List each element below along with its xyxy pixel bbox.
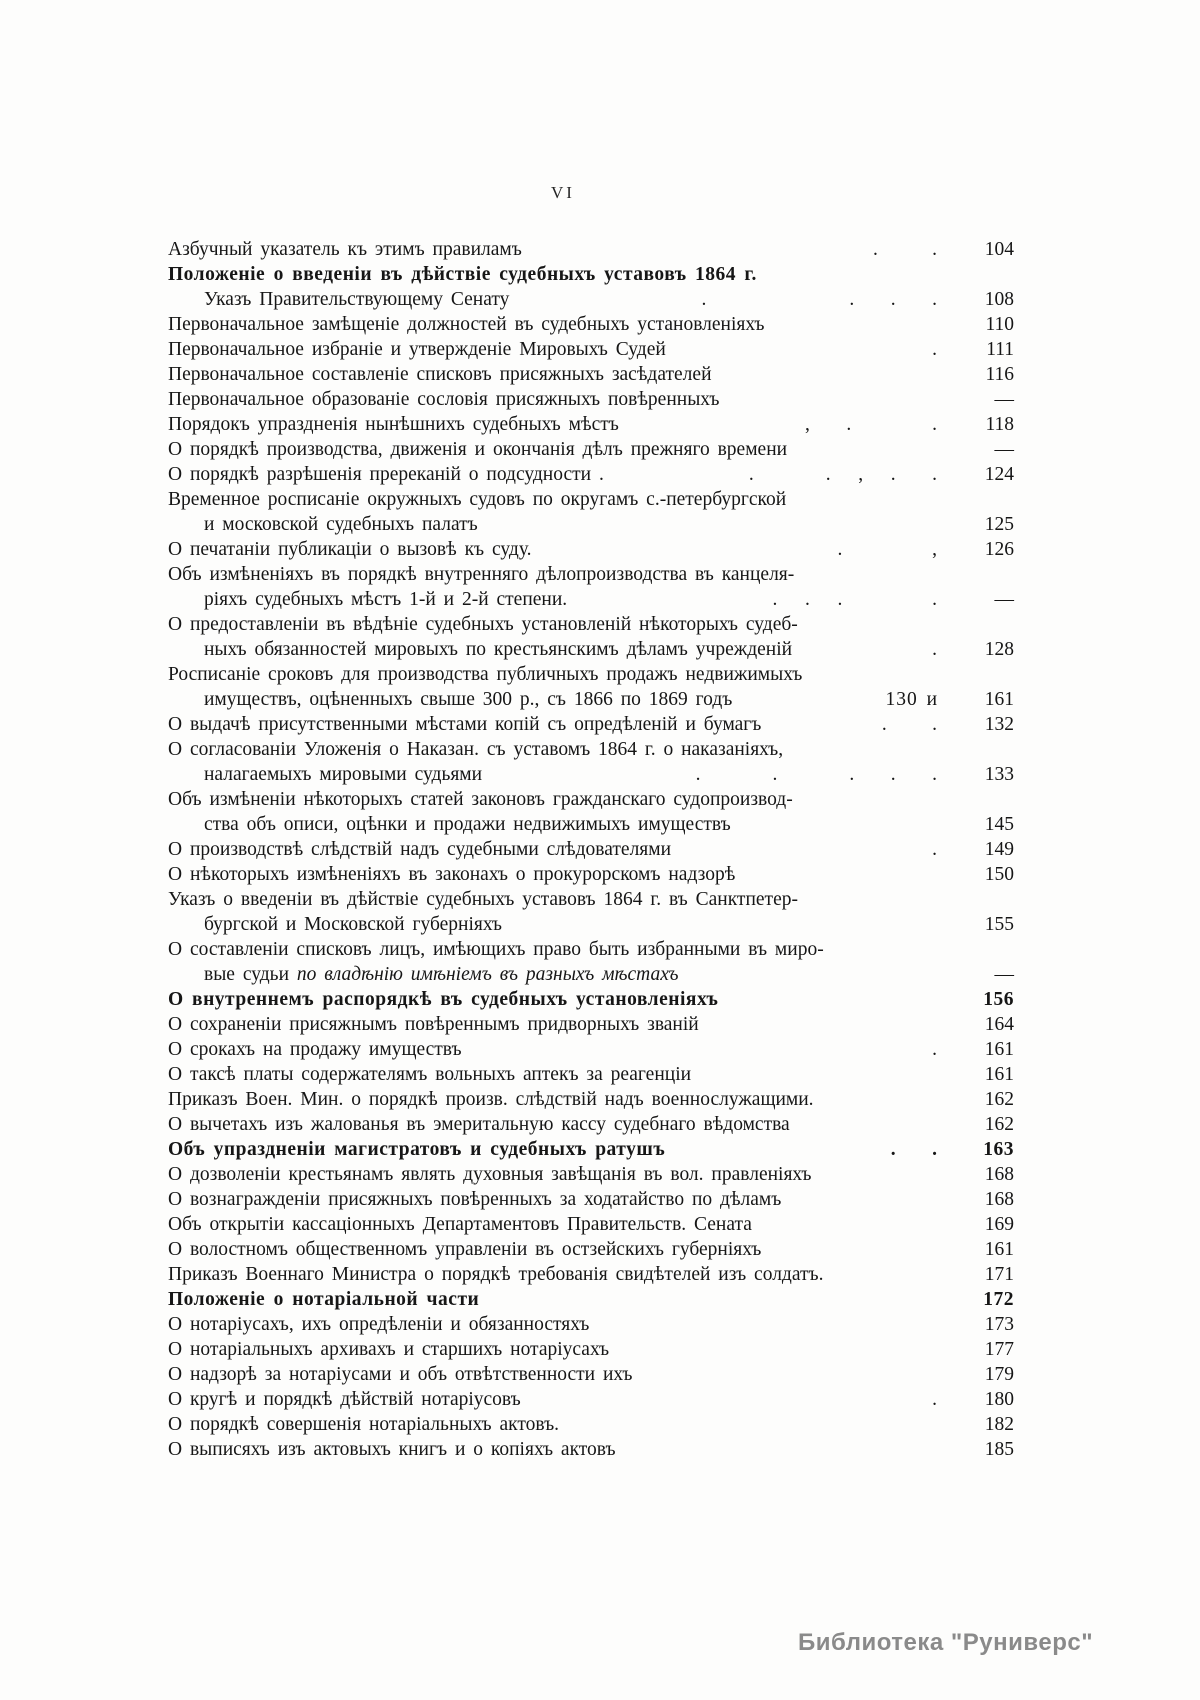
- toc-entry-row: [168, 862, 1014, 887]
- toc-page-number: 145: [984, 814, 1014, 835]
- toc-entry-row: [168, 1362, 1014, 1387]
- toc-page-number: 110: [985, 314, 1014, 335]
- toc-entry-text: ства объ описи, оцѣнки и продажи недвижимыхъ имуществъ: [204, 814, 731, 835]
- toc-entry-row: [168, 337, 1014, 362]
- toc-entry-text: О печатаніи публикаціи о вызовѣ къ суду.: [168, 539, 532, 560]
- toc-entry-row: [168, 387, 1014, 412]
- toc-entry-row: [168, 462, 1014, 487]
- toc-page-number: 150: [984, 864, 1014, 885]
- toc-entry-text: О составленіи списковъ лицъ, имѣющихъ право быть избранными въ миро-: [168, 939, 824, 960]
- toc-entry-row: [168, 1112, 1014, 1137]
- toc-page-number: 133: [984, 764, 1014, 785]
- toc-leader-dots: . . . . .: [695, 764, 938, 785]
- toc-entry-row: [168, 687, 1014, 712]
- toc-entry-text: Первоначальное составленіе списковъ присяжныхъ засѣдателей: [168, 364, 712, 385]
- toc-page-number: 161: [984, 1064, 1014, 1085]
- toc-page-number: 185: [984, 1439, 1014, 1460]
- toc-entry-row: [168, 787, 1014, 812]
- toc-page-number: 168: [984, 1189, 1014, 1210]
- toc-entry-row: [168, 1212, 1014, 1237]
- toc-entry-text: Объ упраздненіи магистратовъ и судебныхъ ратушъ: [168, 1139, 666, 1160]
- toc-entry-row: [168, 1412, 1014, 1437]
- toc-entry-text: бургской и Московской губерніяхъ: [204, 914, 502, 935]
- toc-page-number: —: [994, 589, 1014, 610]
- toc-page-number: 108: [984, 289, 1014, 310]
- toc-entry-row: [168, 1337, 1014, 1362]
- toc-page-number: 156: [983, 989, 1014, 1010]
- toc-entry-text: О таксѣ платы содержателямъ вольныхъ аптекъ за реагенціи: [168, 1064, 692, 1085]
- toc-entry-text: О предоставленіи въ вѣдѣніе судебныхъ установленій нѣкоторыхъ судеб-: [168, 614, 798, 635]
- toc-entry-row: [168, 1187, 1014, 1212]
- toc-entry-row: [168, 1312, 1014, 1337]
- toc-entry-text: О надзорѣ за нотаріусами и объ отвѣтственности ихъ: [168, 1364, 633, 1385]
- toc-leader-dots: . ,: [837, 539, 938, 560]
- toc-leader-dots: 130 и: [885, 689, 938, 710]
- toc-entry-row: [168, 487, 1014, 512]
- toc-entry-row: [168, 1012, 1014, 1037]
- toc-entry-text: Первоначальное избраніе и утвержденіе Мировыхъ Судей: [168, 339, 666, 360]
- toc-page-number: 172: [983, 1289, 1014, 1310]
- toc-page-number: 111: [986, 339, 1014, 360]
- toc-leader-dots: . .: [890, 1139, 938, 1160]
- toc-entry-row: [168, 1037, 1014, 1062]
- toc-page-number: 161: [984, 1039, 1014, 1060]
- folio-page-number: VI: [551, 183, 575, 202]
- toc-entry-text: Объ измѣненіи нѣкоторыхъ статей законовъ гражданскаго судопроизвод-: [168, 789, 793, 810]
- library-watermark: Библиотека "Руниверс": [798, 1629, 1094, 1656]
- toc-entry-row: [168, 887, 1014, 912]
- toc-entry-text: Первоначальное замѣщеніе должностей въ судебныхъ установленіяхъ: [168, 314, 765, 335]
- toc-entry-text: ныхъ обязанностей мировыхъ по крестьянскимъ дѣламъ учрежденій: [204, 639, 793, 660]
- toc-entry-text: О порядкѣ совершенія нотаріальныхъ актовъ.: [168, 1414, 560, 1435]
- toc-entry-text: Росписаніе сроковъ для производства публичныхъ продажъ недвижимыхъ: [168, 664, 803, 685]
- toc-entry-row: [168, 712, 1014, 737]
- toc-entry-text: О срокахъ на продажу имуществъ: [168, 1039, 462, 1060]
- toc-entry-row: [168, 1437, 1014, 1462]
- toc-entry-row: [168, 1262, 1014, 1287]
- toc-leader-dots: .: [932, 639, 938, 660]
- toc-entry-text: Положеніе о нотаріальной части: [168, 1289, 480, 1310]
- toc-entry-text: О производствѣ слѣдствій надъ судебными слѣдователями: [168, 839, 672, 860]
- toc-list: [168, 237, 1014, 1462]
- toc-entry-text: О вознагражденіи присяжныхъ повѣренныхъ за ходатайство по дѣламъ: [168, 1189, 782, 1210]
- toc-leader-dots: . . , . .: [748, 464, 938, 485]
- toc-entry-text: О нѣкоторыхъ измѣненіяхъ въ законахъ о прокурорскомъ надзорѣ: [168, 864, 736, 885]
- toc-entry-row: [168, 962, 1014, 987]
- toc-entry-row: [168, 937, 1014, 962]
- toc-page-number: —: [994, 439, 1014, 460]
- toc-page-number: 163: [983, 1139, 1014, 1160]
- toc-page-number: 149: [984, 839, 1014, 860]
- toc-entry-row: [168, 1237, 1014, 1262]
- toc-entry-text: О вычетахъ изъ жалованья въ эмеритальную кассу судебнаго вѣдомства: [168, 1114, 790, 1135]
- toc-page-number: 104: [984, 239, 1014, 260]
- toc-entry-row: [168, 562, 1014, 587]
- toc-page-number: 177: [984, 1339, 1014, 1360]
- toc-entry-row: [168, 1287, 1014, 1312]
- toc-page-number: 169: [984, 1214, 1014, 1235]
- toc-entry-text: Первоначальное образованіе сословія присяжныхъ повѣренныхъ: [168, 389, 720, 410]
- toc-leader-dots: . . . .: [772, 589, 938, 610]
- toc-entry-text: О согласованіи Уложенія о Наказан. съ уставомъ 1864 г. о наказаніяхъ,: [168, 739, 784, 760]
- toc-entry-row: [168, 587, 1014, 612]
- toc-leader-dots: .: [932, 1039, 938, 1060]
- toc-page-number: 155: [984, 914, 1014, 935]
- toc-entry-text: Объ открытіи кассаціонныхъ Департаментовъ Правительств. Сената: [168, 1214, 752, 1235]
- toc-page-number: 124: [984, 464, 1014, 485]
- toc-entry-text: О волостномъ общественномъ управленіи въ остзейскихъ губерніяхъ: [168, 1239, 762, 1260]
- toc-entry-row: [168, 1387, 1014, 1412]
- toc-entry-text: и московской судебныхъ палатъ: [204, 514, 478, 535]
- toc-entry-row: [168, 612, 1014, 637]
- toc-page-number: 162: [984, 1089, 1014, 1110]
- toc-page-number: 182: [984, 1414, 1014, 1435]
- toc-entry-text: Временное росписаніе окружныхъ судовъ по округамъ с.-петербургской: [168, 489, 787, 510]
- toc-entry-text: вые судьи по владѣнію имѣніемъ въ разныхъ мѣстахъ: [204, 964, 679, 985]
- toc-entry-text: Порядокъ упраздненія нынѣшнихъ судебныхъ мѣстъ: [168, 414, 619, 435]
- toc-leader-dots: .: [932, 839, 938, 860]
- toc-entry-row: [168, 412, 1014, 437]
- toc-entry-text: Указъ о введеніи въ дѣйствіе судебныхъ уставовъ 1864 г. въ Санктпетер-: [168, 889, 798, 910]
- toc-entry-row: [168, 262, 1014, 287]
- toc-entry-text: О дозволеніи крестьянамъ являть духовныя завѣщанія въ вол. правленіяхъ: [168, 1164, 812, 1185]
- toc-entry-text: Приказъ Воен. Мин. о порядкѣ произв. слѣдствій надъ военнослужащими.: [168, 1089, 814, 1110]
- toc-page-number: 168: [984, 1164, 1014, 1185]
- toc-page-number: 125: [984, 514, 1014, 535]
- toc-entry-row: [168, 1087, 1014, 1112]
- toc-entry-text: налагаемыхъ мировыми судьями: [204, 764, 483, 785]
- toc-entry-row: [168, 987, 1014, 1012]
- toc-page-number: 161: [984, 1239, 1014, 1260]
- toc-page-number: 162: [984, 1114, 1014, 1135]
- toc-entry-italic-text: по владѣнію имѣніемъ въ разныхъ мѣстахъ: [296, 964, 679, 985]
- toc-entry-text: О порядкѣ производства, движенія и окончанія дѣлъ прежняго времени: [168, 439, 788, 460]
- toc-page-number: 179: [984, 1364, 1014, 1385]
- toc-entry-text: О кругѣ и порядкѣ дѣйствій нотаріусовъ: [168, 1389, 521, 1410]
- toc-page-number: —: [994, 964, 1014, 985]
- toc-entry-row: [168, 662, 1014, 687]
- toc-page-number: 180: [984, 1389, 1014, 1410]
- toc-page-number: 164: [984, 1014, 1014, 1035]
- toc-page-number: —: [994, 389, 1014, 410]
- toc-entry-text: О выдачѣ присутственными мѣстами копій съ опредѣленій и бумагъ: [168, 714, 762, 735]
- toc-entry-row: [168, 837, 1014, 862]
- toc-page-number: 173: [984, 1314, 1014, 1335]
- toc-entry-row: [168, 287, 1014, 312]
- toc-entry-text: Приказъ Военнаго Министра о порядкѣ требованія свидѣтелей изъ солдатъ.: [168, 1264, 824, 1285]
- toc-leader-dots: . .: [873, 239, 938, 260]
- toc-entry-row: [168, 1062, 1014, 1087]
- toc-leader-dots: , . .: [805, 414, 938, 435]
- toc-entry-text: ріяхъ судебныхъ мѣстъ 1-й и 2-й степени.: [204, 589, 568, 610]
- toc-page-number: 118: [985, 414, 1014, 435]
- toc-leader-dots: .: [932, 1389, 938, 1410]
- toc-entry-text: Положеніе о введеніи въ дѣйствіе судебныхъ уставовъ 1864 г.: [168, 264, 757, 285]
- toc-entry-row: [168, 512, 1014, 537]
- toc-entry-text: О нотаріальныхъ архивахъ и старшихъ нотаріусахъ: [168, 1339, 610, 1360]
- toc-entry-row: [168, 812, 1014, 837]
- toc-entry-row: [168, 312, 1014, 337]
- toc-entry-row: [168, 737, 1014, 762]
- toc-entry-text: Азбучный указатель къ этимъ правиламъ: [168, 239, 522, 260]
- toc-entry-row: [168, 762, 1014, 787]
- toc-leader-dots: . .: [881, 714, 938, 735]
- toc-page-number: 116: [985, 364, 1014, 385]
- toc-entry-row: [168, 437, 1014, 462]
- toc-page-number: 126: [984, 539, 1014, 560]
- toc-entry-text: О выписяхъ изъ актовыхъ книгъ и о копіяхъ актовъ: [168, 1439, 616, 1460]
- toc-page-number: 128: [984, 639, 1014, 660]
- toc-entry-row: [168, 537, 1014, 562]
- toc-entry-row: [168, 237, 1014, 262]
- toc-entry-row: [168, 912, 1014, 937]
- toc-entry-row: [168, 1137, 1014, 1162]
- toc-entry-text: О внутреннемъ распорядкѣ въ судебныхъ установленіяхъ: [168, 989, 719, 1010]
- toc-entry-text: Объ измѣненіяхъ въ порядкѣ внутренняго дѣлопроизводства въ канцеля-: [168, 564, 795, 585]
- toc-page-number: 171: [984, 1264, 1014, 1285]
- toc-entry-text: Указъ Правительствующему Сенату: [204, 289, 510, 310]
- toc-entry-row: [168, 362, 1014, 387]
- toc-entry-text: О порядкѣ разрѣшенія пререканій о подсудности .: [168, 464, 604, 485]
- toc-leader-dots: . . . .: [701, 289, 938, 310]
- toc-leader-dots: .: [932, 339, 938, 360]
- toc-page-number: 161: [984, 689, 1014, 710]
- toc-entry-row: [168, 637, 1014, 662]
- toc-entry-text: О сохраненіи присяжнымъ повѣреннымъ придворныхъ званій: [168, 1014, 699, 1035]
- toc-entry-text: О нотаріусахъ, ихъ опредѣленіи и обязанностяхъ: [168, 1314, 590, 1335]
- toc-page-number: 132: [984, 714, 1014, 735]
- toc-entry-row: [168, 1162, 1014, 1187]
- toc-entry-text: имуществъ, оцѣненныхъ свыше 300 р., съ 1866 по 1869 годъ: [204, 689, 733, 710]
